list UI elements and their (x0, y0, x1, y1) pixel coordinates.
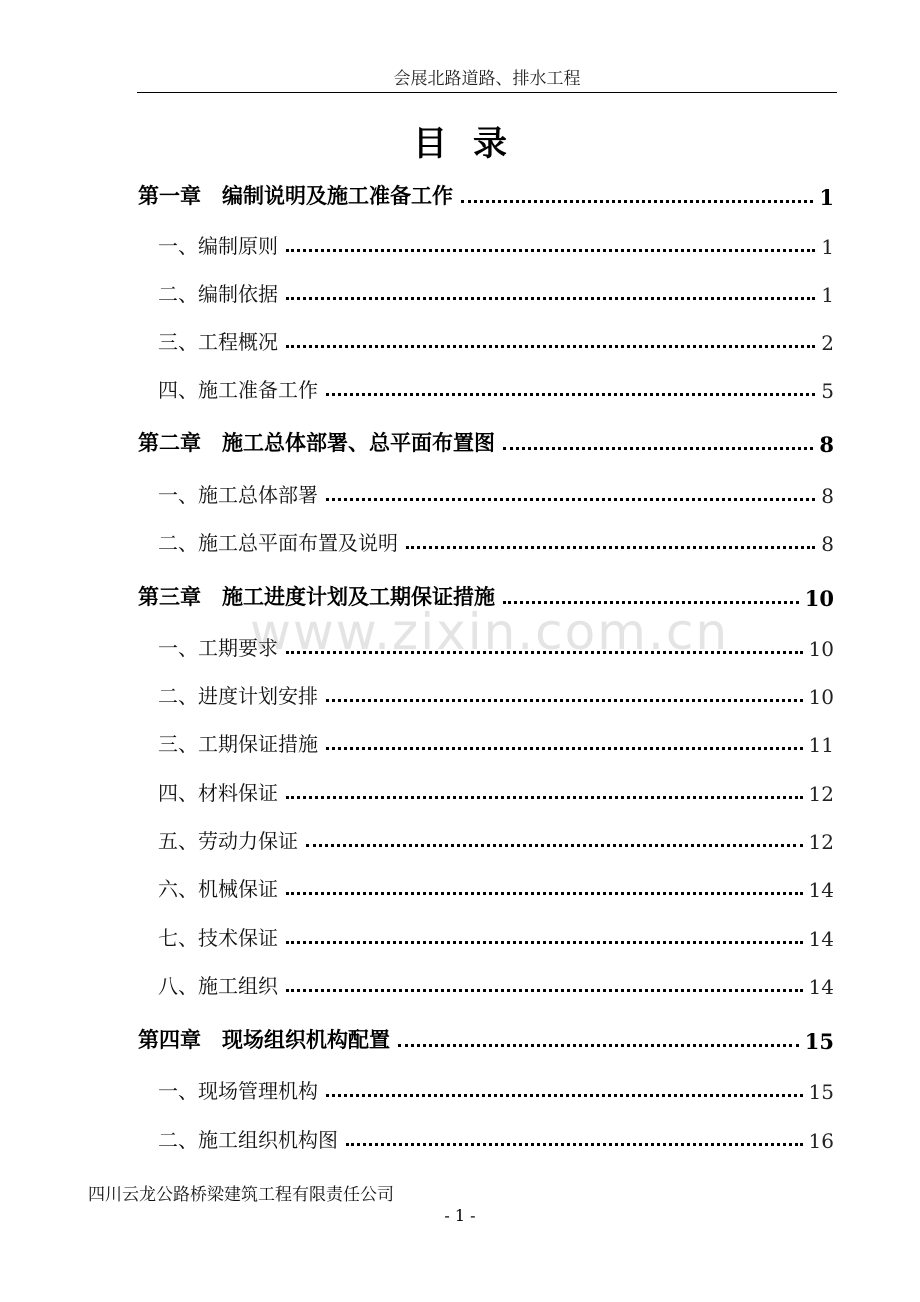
toc-entry-section[interactable] (0, 472, 834, 508)
toc-entry-page: 12 (808, 830, 834, 854)
toc-entry-section[interactable] (0, 520, 834, 556)
toc-entry-page: 15 (808, 1080, 834, 1104)
toc-entry-label: 第二章 施工总体部署、总平面布置图 (138, 431, 495, 455)
toc-entry-page: 10 (808, 637, 834, 661)
toc-entry-page: 8 (821, 532, 834, 556)
toc-entry-page: 1 (821, 235, 834, 259)
toc-entry-page: 10 (808, 685, 834, 709)
toc-entry-page: 2 (821, 331, 834, 355)
toc-title: 目录 (413, 124, 533, 164)
dot-leader (326, 393, 815, 396)
toc-entry-label: 第四章 现场组织机构配置 (138, 1028, 390, 1052)
toc-entry-label: 二、编制依据 (158, 282, 278, 306)
toc-entry-page: 8 (819, 432, 834, 457)
toc-entry-label: 第一章 编制说明及施工准备工作 (138, 184, 453, 208)
toc-entry-section[interactable] (0, 673, 834, 709)
dot-leader (306, 844, 803, 847)
dot-leader (286, 941, 803, 944)
toc-entry-page: 15 (804, 1029, 834, 1054)
toc-entry-page: 10 (804, 586, 834, 611)
toc-entry-label: 五、劳动力保证 (158, 829, 298, 853)
toc-entry-page: 5 (821, 379, 834, 403)
toc-entry-section[interactable] (0, 367, 834, 403)
toc-entry-label: 四、材料保证 (158, 781, 278, 805)
toc-entry-section[interactable] (0, 963, 834, 999)
footer-company-name: 四川云龙公路桥梁建筑工程有限责任公司 (88, 1185, 394, 1205)
toc-entry-section[interactable] (0, 223, 834, 259)
dot-leader (346, 1143, 803, 1146)
toc-entry-chapter-1[interactable] (0, 174, 834, 210)
dot-leader (398, 1044, 799, 1047)
toc-entry-section[interactable] (0, 1117, 834, 1153)
dot-leader (326, 1094, 803, 1097)
toc-entry-section[interactable] (0, 866, 834, 902)
dot-leader (326, 498, 815, 501)
toc-entry-page: 14 (808, 878, 834, 902)
toc-entry-page: 1 (819, 185, 834, 210)
toc-entry-page: 14 (808, 927, 834, 951)
footer-page-number: - 1 - (444, 1206, 476, 1225)
toc-entry-label: 一、施工总体部署 (158, 483, 318, 507)
toc-entry-page: 8 (821, 484, 834, 508)
dot-leader (461, 200, 813, 203)
toc-entry-page: 16 (808, 1129, 834, 1153)
dot-leader (503, 447, 813, 450)
dot-leader (286, 796, 803, 799)
watermark-text: www.zixin.com.cn (250, 603, 730, 661)
toc-entry-section[interactable] (0, 625, 834, 661)
toc-entry-label: 第三章 施工进度计划及工期保证措施 (138, 585, 495, 609)
toc-entry-section[interactable] (0, 319, 834, 355)
toc-entry-label: 二、施工总平面布置及说明 (158, 531, 398, 555)
dot-leader (286, 249, 815, 252)
toc-entry-page: 14 (808, 975, 834, 999)
toc-entry-chapter-3[interactable] (0, 575, 834, 611)
dot-leader (286, 892, 803, 895)
toc-entry-label: 一、编制原则 (158, 234, 278, 258)
toc-entry-label: 八、施工组织 (158, 974, 278, 998)
dot-leader (286, 297, 815, 300)
toc-entry-section[interactable] (0, 1068, 834, 1104)
toc-entry-section[interactable] (0, 818, 834, 854)
dot-leader (326, 699, 803, 702)
dot-leader (286, 345, 815, 348)
toc-entry-label: 三、工程概况 (158, 330, 278, 354)
toc-entry-section[interactable] (0, 721, 834, 757)
toc-entry-section[interactable] (0, 770, 834, 806)
dot-leader (286, 651, 803, 654)
toc-entry-label: 六、机械保证 (158, 877, 278, 901)
toc-entry-page: 12 (808, 782, 834, 806)
toc-entry-page: 1 (821, 283, 834, 307)
toc-entry-label: 四、施工准备工作 (158, 378, 318, 402)
toc-entry-chapter-4[interactable] (0, 1018, 834, 1054)
running-header: 会展北路道路、排水工程 (393, 69, 581, 89)
toc-entry-label: 七、技术保证 (158, 926, 278, 950)
dot-leader (406, 546, 815, 549)
toc-entry-label: 二、进度计划安排 (158, 684, 318, 708)
toc-entry-label: 三、工期保证措施 (158, 732, 318, 756)
toc-entry-chapter-2[interactable] (0, 421, 834, 457)
toc-entry-label: 二、施工组织机构图 (158, 1128, 338, 1152)
toc-entry-page: 11 (808, 733, 834, 757)
dot-leader (286, 989, 803, 992)
toc-entry-section[interactable] (0, 271, 834, 307)
toc-entry-label: 一、工期要求 (158, 636, 278, 660)
dot-leader (326, 747, 803, 750)
toc-entry-label: 一、现场管理机构 (158, 1079, 318, 1103)
dot-leader (503, 601, 799, 604)
toc-entry-section[interactable] (0, 915, 834, 951)
